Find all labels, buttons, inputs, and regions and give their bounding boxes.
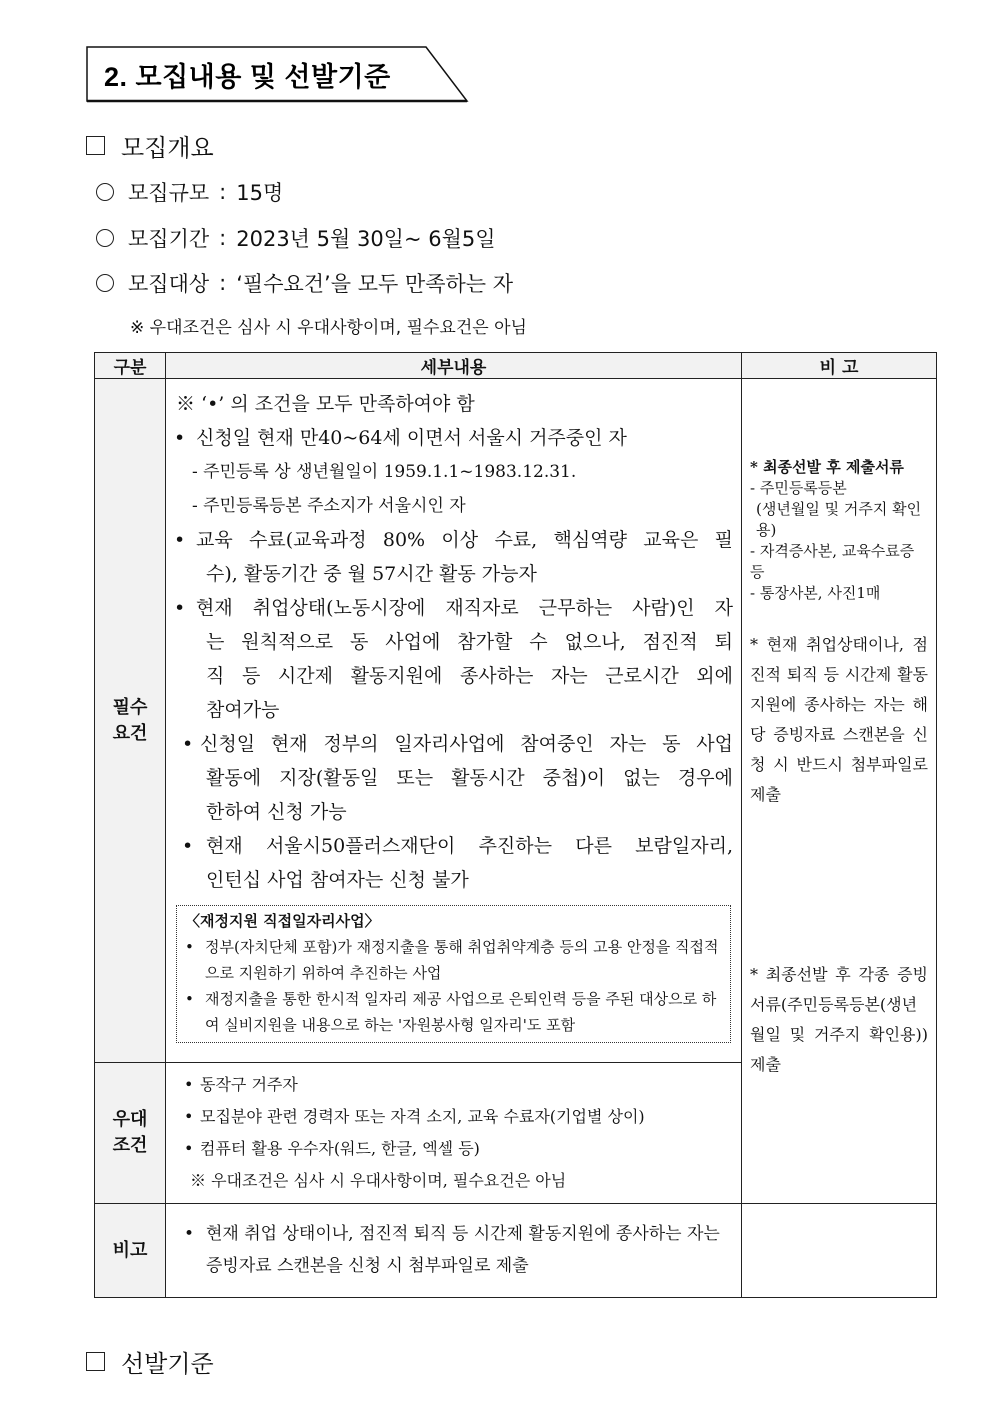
remarks-note-employed: * 현재 취업상태이나, 점진적 퇴직 등 시간제 활동지원에 종사하는 자는 해당 증빙자료 스캔본을 신청 시 반드시 첨부파일로 제출: [750, 635, 928, 804]
list-item-text: 현재 서울시50플러스재단이 추진하는 다른 보람일자리,: [206, 835, 733, 857]
label-line: 우대: [112, 1109, 148, 1130]
label-line: 조건: [112, 1135, 148, 1156]
circle-bullet-icon: [96, 183, 114, 201]
remarks-doc: - 자격증사본, 교육수료증 등: [750, 542, 915, 581]
indent: [174, 761, 196, 795]
sub-item: - 주민등록 상 생년월일이 1959.1.1~1983.12.31.: [192, 462, 577, 482]
header-details: 세부내용: [166, 353, 742, 379]
overview-sep: :: [219, 271, 227, 295]
section-label: 모집개요: [121, 134, 214, 162]
requirements-table: [94, 352, 937, 1298]
remarks-doc: - 통장사본, 사진1매: [750, 584, 881, 602]
overview-key: 모집규모: [128, 181, 210, 205]
bullet-icon: •: [182, 835, 194, 857]
bullet-icon: •: [182, 733, 194, 755]
misc-remarks-cell: [742, 1204, 937, 1298]
checkbox-square-icon: [86, 136, 105, 155]
section-overview-heading: [86, 128, 214, 163]
list-item-continuation: [174, 795, 733, 829]
list-item-continuation: [174, 761, 733, 795]
list-item-text: 신청일 현재 만40~64세 이면서 서울시 거주중인 자: [196, 427, 627, 449]
sub-item: - 주민등록등본 주소지가 서울시인 자: [192, 496, 466, 516]
list-item-text: 현재 취업 상태이나, 점진적 퇴직 등 시간제 활동지원에 종사하는 자는 증빙자료 스캔본을 신청 시 첨부파일로 제출: [206, 1224, 720, 1276]
table-row-misc: [95, 1204, 937, 1298]
list-item: [174, 421, 733, 455]
box-list-item: [185, 986, 724, 1038]
list-item-text: 직 등 시간제 활동지원에 종사하는 자는 근로시간 외에: [206, 665, 733, 687]
indent: [174, 795, 196, 829]
remarks-title: * 최종선발 후 제출서류: [750, 458, 904, 476]
list-item-continuation: [174, 863, 733, 897]
header-category: 구분: [95, 353, 166, 379]
list-item-text: 동작구 거주자: [200, 1075, 298, 1094]
checkbox-square-icon: [86, 1352, 105, 1371]
list-item-text: 교육 수료(교육과정 80% 이상 수료, 핵심역량 교육은 필: [196, 529, 733, 551]
table-header-row: [95, 353, 937, 379]
box-title: 〈재정지원 직접일자리사업〉: [185, 912, 380, 930]
overview-item-scale: [96, 177, 283, 207]
indent: [174, 693, 196, 727]
header-remarks: 비 고: [742, 353, 937, 379]
list-item-text: 는 원칙적으로 동 사업에 참가할 수 없으나, 점진적 퇴: [206, 631, 733, 653]
list-item-text: 현재 취업상태(노동시장에 재직자로 근무하는 사람)인 자: [196, 597, 733, 619]
list-item-text: 수), 활동기간 중 월 57시간 활동 가능자: [206, 563, 537, 585]
overview-value: 15명: [236, 181, 284, 205]
bullet-icon: •: [185, 938, 194, 956]
remarks-doc: (생년월일 및 거주지 확인용): [756, 500, 922, 539]
list-item: [184, 1069, 733, 1101]
section-label: 선발기준: [121, 1350, 214, 1378]
box-list-item: [185, 934, 724, 986]
circle-bullet-icon: [96, 274, 114, 292]
required-top-note: ※ ‘•’ 의 조건을 모두 만족하여야 함: [176, 393, 475, 415]
overview-sep: :: [219, 226, 227, 250]
remarks-note-documents: * 최종선발 후 각종 증빙서류(주민등록등본(생년월일 및 거주지 확인용))제출: [750, 965, 928, 1074]
overview-value: ‘필수요건’을 모두 만족하는 자: [236, 272, 514, 296]
overview-item-target: [96, 268, 513, 298]
bullet-icon: •: [174, 427, 186, 449]
list-item: [174, 591, 733, 625]
indent: [174, 625, 196, 659]
row-label-misc: 비고: [95, 1204, 166, 1298]
list-item: [174, 523, 733, 557]
bullet-icon: •: [184, 1107, 194, 1126]
required-details-cell: [166, 379, 742, 1063]
bullet-icon: •: [184, 1139, 194, 1158]
list-item-text: 모집분야 관련 경력자 또는 자격 소지, 교육 수료자(기업별 상이): [200, 1107, 645, 1126]
indent: [174, 659, 196, 693]
overview-sep: :: [219, 180, 227, 204]
row-label-required: [95, 379, 166, 1063]
bullet-icon: •: [184, 1224, 195, 1244]
overview-item-period: [96, 223, 496, 253]
overview-value: 2023년 5월 30일~ 6월5일: [236, 227, 496, 251]
list-item-text: 인턴십 사업 참여자는 신청 불가: [206, 869, 469, 891]
indent: [174, 557, 196, 591]
circle-bullet-icon: [96, 229, 114, 247]
list-item-text: 활동에 지장(활동일 또는 활동시간 중첩)이 없는 경우에: [206, 767, 733, 789]
list-item-continuation: [174, 557, 733, 591]
overview-key: 모집기간: [128, 227, 210, 251]
direct-job-program-box: [176, 905, 731, 1043]
list-item-text: 한하여 신청 가능: [206, 801, 347, 823]
list-item-continuation: [174, 659, 733, 693]
list-item-continuation: [174, 693, 733, 727]
row-label-preferred: [95, 1063, 166, 1204]
remarks-doc: - 주민등록등본: [750, 479, 847, 497]
list-item: [174, 829, 733, 863]
page-title: 2. 모집내용 및 선발기준: [104, 62, 391, 92]
bullet-icon: •: [174, 529, 186, 551]
list-item-text: 컴퓨터 활용 우수자(워드, 한글, 엑셀 등): [200, 1139, 480, 1158]
overview-note: ※ 우대조건은 심사 시 우대사항이며, 필수요건은 아님: [130, 318, 527, 338]
box-item-text: 재정지출을 통한 한시적 일자리 제공 사업으로 은퇴인력 등을 주된 대상으로 하여 실비지원을 내용으로 하는 '자원봉사형 일자리'도 포함: [205, 990, 717, 1034]
preferred-note: ※ 우대조건은 심사 시 우대사항이며, 필수요건은 아님: [190, 1171, 567, 1190]
bullet-icon: •: [184, 1075, 194, 1094]
label-line: 요건: [112, 722, 148, 744]
indent: [174, 863, 196, 897]
section-title-banner: [86, 46, 468, 102]
list-item-text: 참여가능: [206, 699, 280, 721]
bullet-icon: •: [185, 990, 194, 1008]
list-item: [174, 727, 733, 761]
section-selection-heading: [86, 1344, 214, 1379]
list-item: [184, 1218, 733, 1282]
label-line: 필수: [112, 696, 148, 718]
overview-key: 모집대상: [128, 272, 210, 296]
bullet-icon: •: [174, 597, 186, 619]
preferred-details-cell: [166, 1063, 742, 1204]
list-item: [184, 1133, 733, 1165]
list-item-continuation: [174, 625, 733, 659]
box-item-text: 정부(자치단체 포함)가 재정지출을 통해 취업취약계층 등의 고용 안정을 직접적으로 지원하기 위하여 추진하는 사업: [205, 938, 719, 982]
list-item-text: 신청일 현재 정부의 일자리사업에 참여중인 자는 동 사업: [200, 733, 733, 755]
misc-details-cell: [166, 1204, 742, 1298]
table-row-required: [95, 379, 937, 1063]
list-item: [184, 1101, 733, 1133]
remarks-cell: [742, 379, 937, 1204]
